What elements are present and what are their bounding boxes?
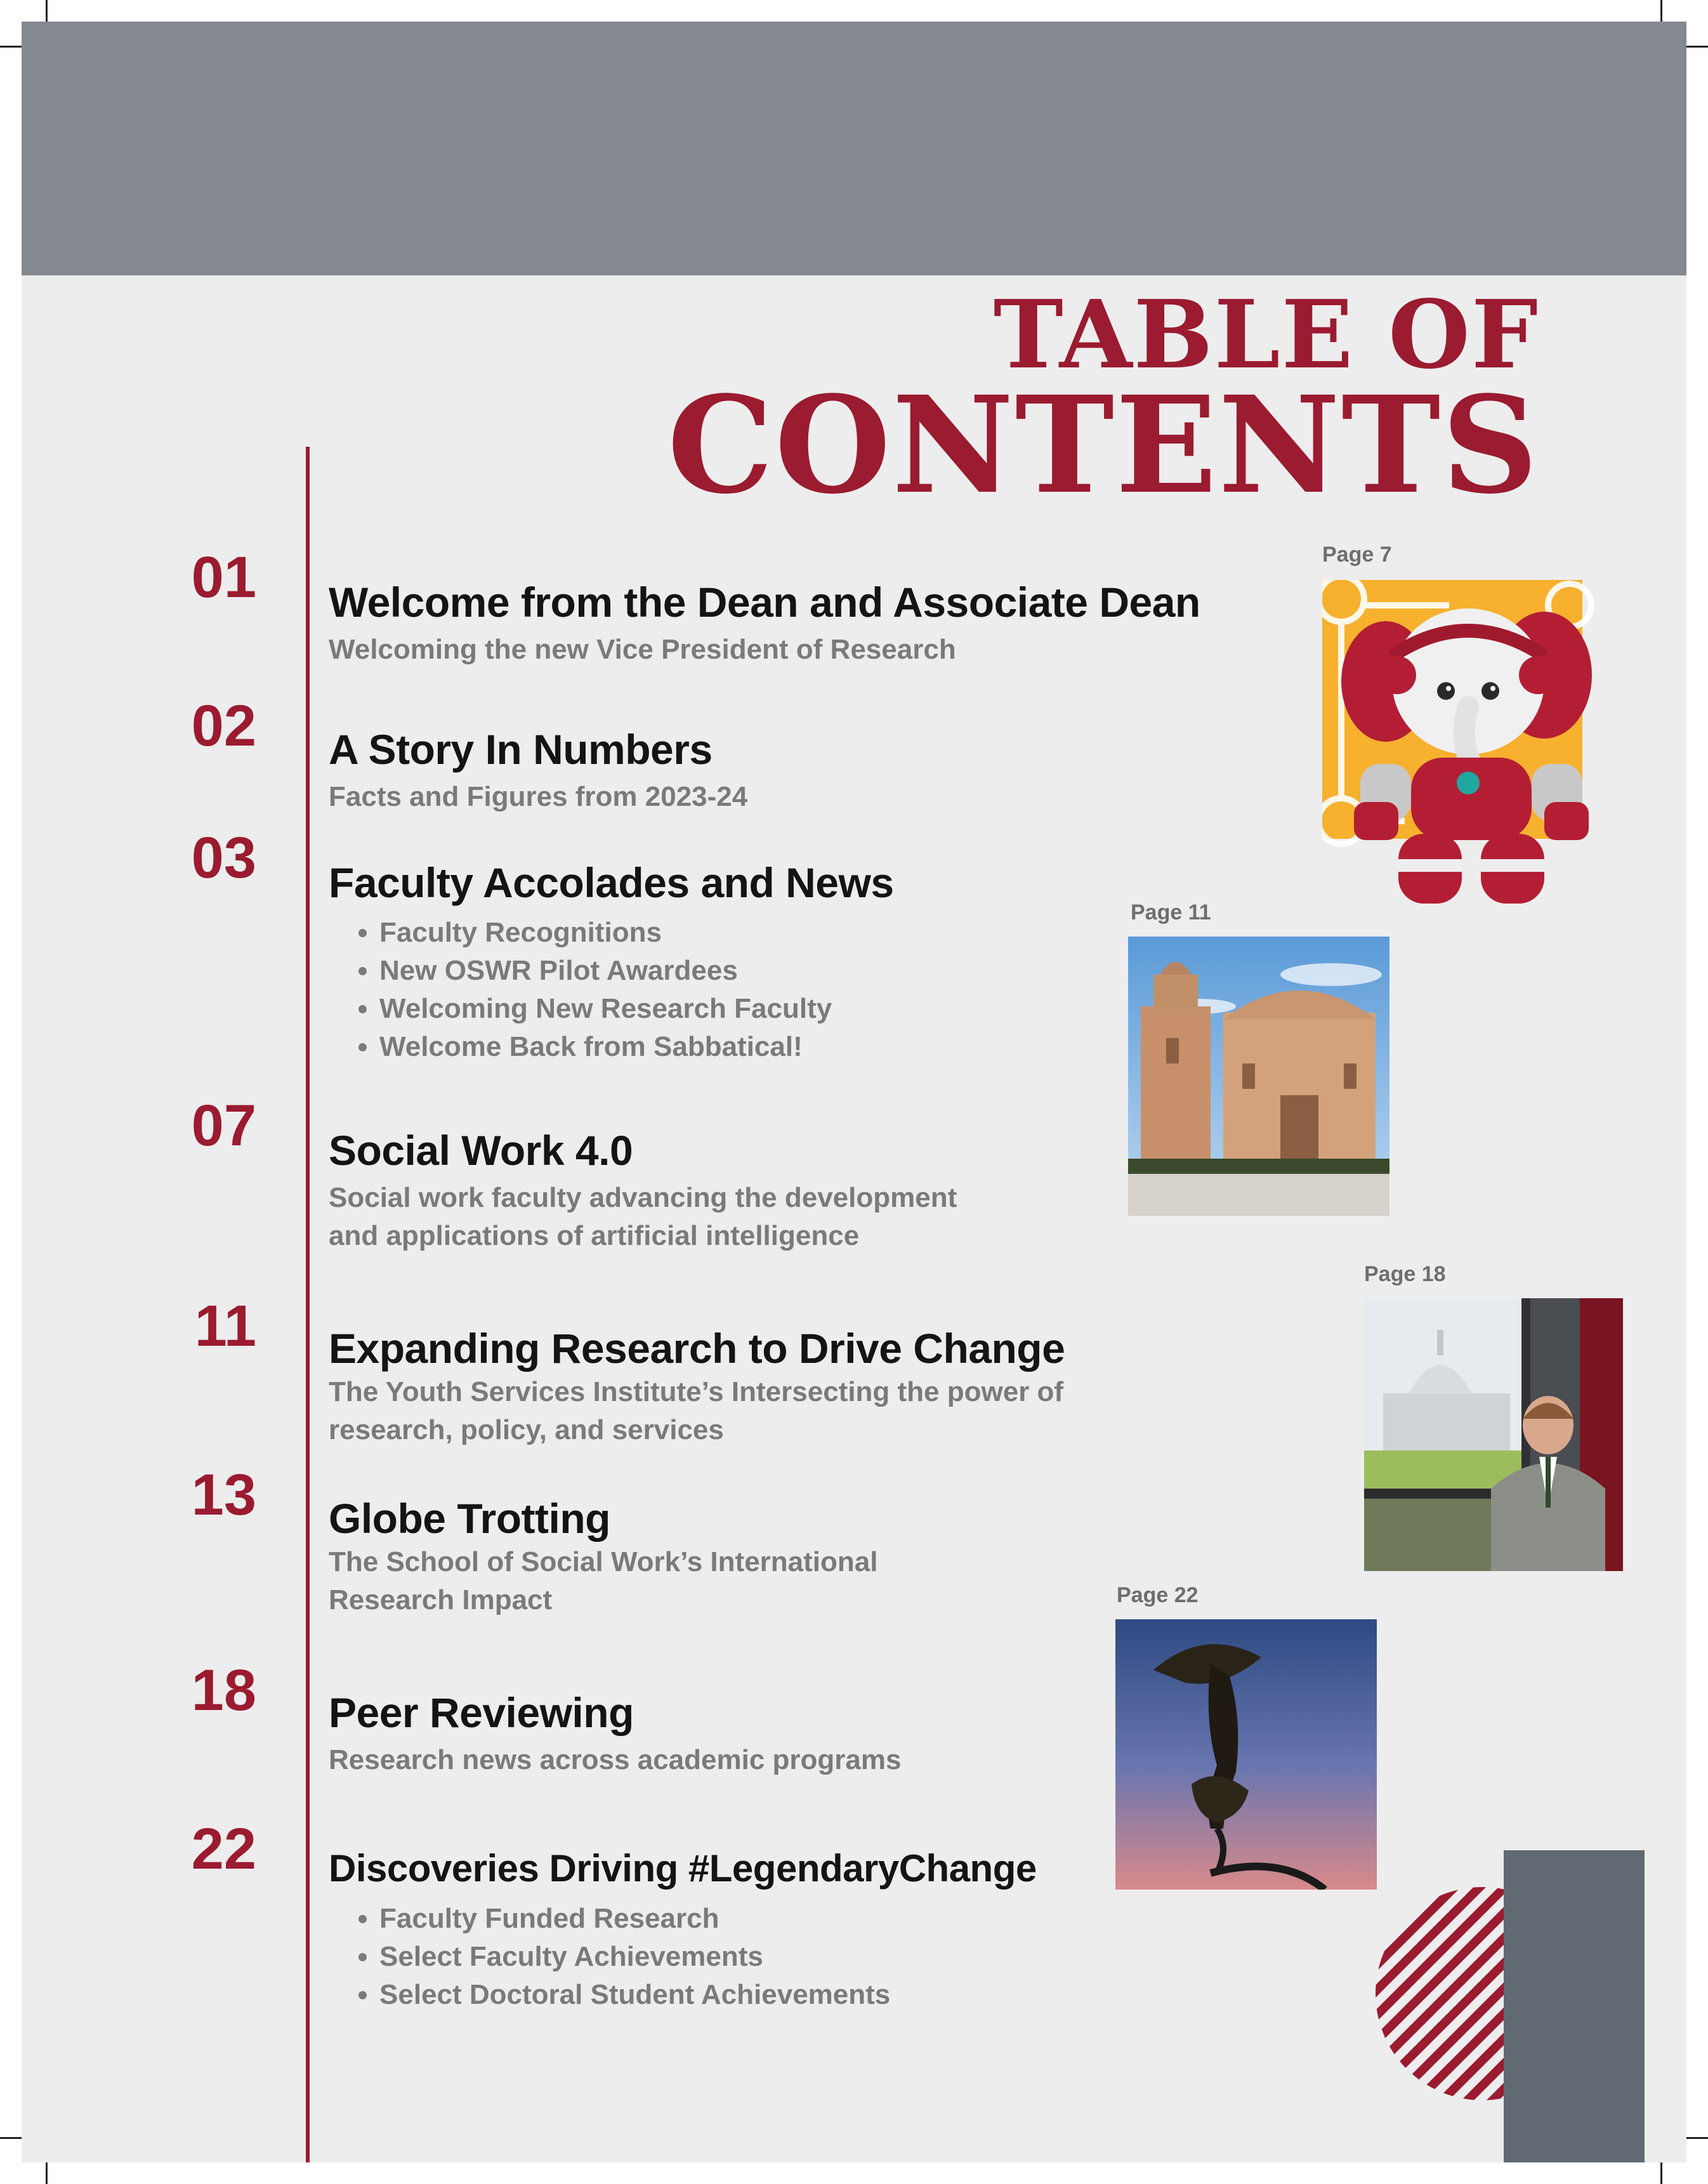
entry-subtitle: Research news across academic programs: [329, 1744, 902, 1775]
entry-heading: Faculty Accolades and News: [329, 859, 894, 906]
page: [22, 22, 1686, 2162]
list-item: • Select Doctoral Student Achievements: [379, 1976, 1037, 2014]
entry-heading: A Story In Numbers: [329, 726, 713, 773]
toc-entry[interactable]: [329, 577, 1200, 669]
page-label: Page 18: [1364, 1262, 1446, 1286]
entry-subtitle: Welcoming the new Vice President of Research: [329, 634, 956, 665]
entry-bullet-list: [329, 1900, 1037, 2014]
page-label: Page 22: [1117, 1583, 1199, 1607]
toc-entry[interactable]: [329, 858, 894, 1066]
subtitle-line: research, policy, and services: [329, 1414, 724, 1445]
crop-mark: [0, 2137, 22, 2139]
toc-entry[interactable]: [329, 1126, 957, 1255]
subtitle-line: and applications of artificial intelligence: [329, 1220, 860, 1251]
list-item: • Faculty Recognitions: [379, 914, 894, 952]
page-label: Page 7: [1322, 543, 1392, 567]
toc-entry[interactable]: [329, 725, 747, 816]
entry-subtitle: Facts and Figures from 2023-24: [329, 781, 748, 812]
entry-number: 13: [191, 1463, 256, 1527]
entry-heading: Peer Reviewing: [329, 1689, 634, 1736]
page-title: [667, 279, 1539, 523]
entry-subtitle: [329, 1373, 1065, 1449]
toc-entry[interactable]: [329, 1688, 901, 1779]
list-item: • Select Faculty Achievements: [379, 1938, 1037, 1976]
entry-number: 07: [191, 1093, 256, 1158]
entry-bullet-list: [329, 914, 894, 1066]
list-item: • Welcoming New Research Faculty: [379, 990, 894, 1028]
list-item: • Faculty Funded Research: [379, 1900, 1037, 1938]
crop-mark: [1660, 0, 1662, 22]
entry-number: 11: [194, 1294, 256, 1358]
entry-heading: Welcome from the Dean and Associate Dean: [329, 579, 1200, 626]
entry-number: 02: [191, 694, 256, 758]
entry-number: 18: [191, 1658, 256, 1723]
list-item: • Welcome Back from Sabbatical!: [379, 1028, 894, 1066]
entry-heading: Globe Trotting: [329, 1495, 610, 1542]
entry-number: 03: [191, 826, 256, 890]
crop-mark: [1686, 46, 1708, 48]
entry-number: 22: [191, 1817, 256, 1881]
timeline-divider: [306, 447, 310, 2162]
subtitle-line: The Youth Services Institute’s Intersecting the power of: [329, 1376, 1064, 1407]
robot-elephant-image: [1322, 580, 1589, 916]
crop-mark: [46, 2162, 48, 2184]
cathedral-image: [1128, 937, 1389, 1216]
crop-mark: [1660, 2162, 1662, 2184]
entry-heading: Discoveries Driving #LegendaryChange: [329, 1847, 1037, 1890]
statue-image: [1115, 1619, 1377, 1890]
crop-mark: [0, 46, 22, 48]
entry-heading: Social Work 4.0: [329, 1127, 633, 1174]
portrait-window-image: [1364, 1298, 1623, 1571]
toc-entry[interactable]: [329, 1844, 1037, 2014]
toc-entry[interactable]: [329, 1494, 877, 1619]
entry-number: 01: [191, 545, 256, 610]
entry-heading: Expanding Research to Drive Change: [329, 1325, 1065, 1372]
subtitle-line: Research Impact: [329, 1584, 553, 1615]
crop-mark: [46, 0, 48, 22]
entry-subtitle: [329, 1179, 957, 1255]
title-line-2: CONTENTS: [667, 367, 1539, 523]
toc-entry[interactable]: [329, 1324, 1065, 1449]
crop-mark: [1686, 2137, 1708, 2139]
header-band: [22, 22, 1686, 275]
subtitle-line: The School of Social Work’s International: [329, 1546, 878, 1577]
title-line-1: TABLE OF: [993, 279, 1539, 390]
list-item: • New OSWR Pilot Awardees: [379, 952, 894, 990]
page-label: Page 11: [1131, 900, 1211, 924]
decorative-gray-block: [1504, 1850, 1645, 2162]
entry-subtitle: [329, 1543, 877, 1619]
subtitle-line: Social work faculty advancing the development: [329, 1182, 957, 1213]
